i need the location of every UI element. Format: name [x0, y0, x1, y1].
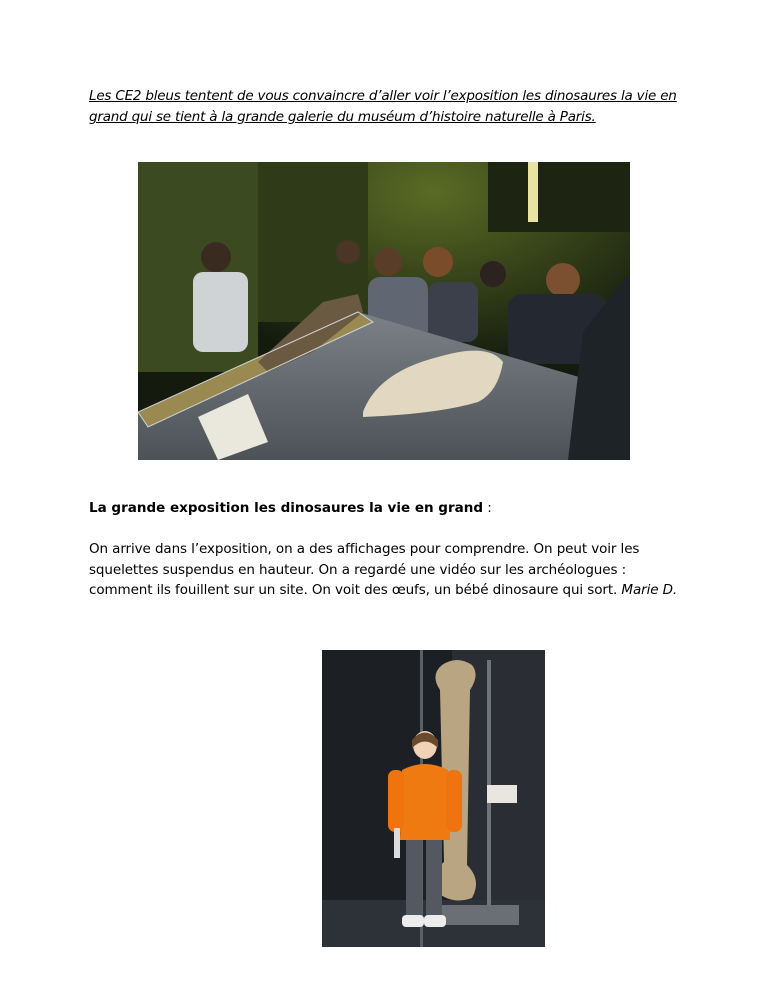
author-signature: Marie D. — [621, 582, 678, 598]
paragraph-text: On arrive dans l’exposition, on a des affichages pour comprendre. On peut voir les squelettes suspendus en hauteur. On a regardé une vidéo sur les archéologues : comment ils fouillent sur un site. On voit des œufs, un bébé dinosaure qui sort. — [89, 541, 640, 598]
exhibition-photo-child-bone — [322, 650, 545, 947]
heading-bold-text: La grande exposition les dinosaures la vie en grand — [89, 500, 483, 516]
intro-text: Les CE2 bleus tentent de vous convaincre d’aller voir l’exposition les dinosaures la vie en grand qui se tient à la grande galerie du muséum d’histoire naturelle à Paris. — [89, 88, 677, 125]
section-paragraph — [89, 539, 689, 601]
exhibition-photo-skulls — [138, 162, 630, 460]
heading-suffix: : — [483, 500, 492, 516]
section-heading — [89, 500, 492, 516]
